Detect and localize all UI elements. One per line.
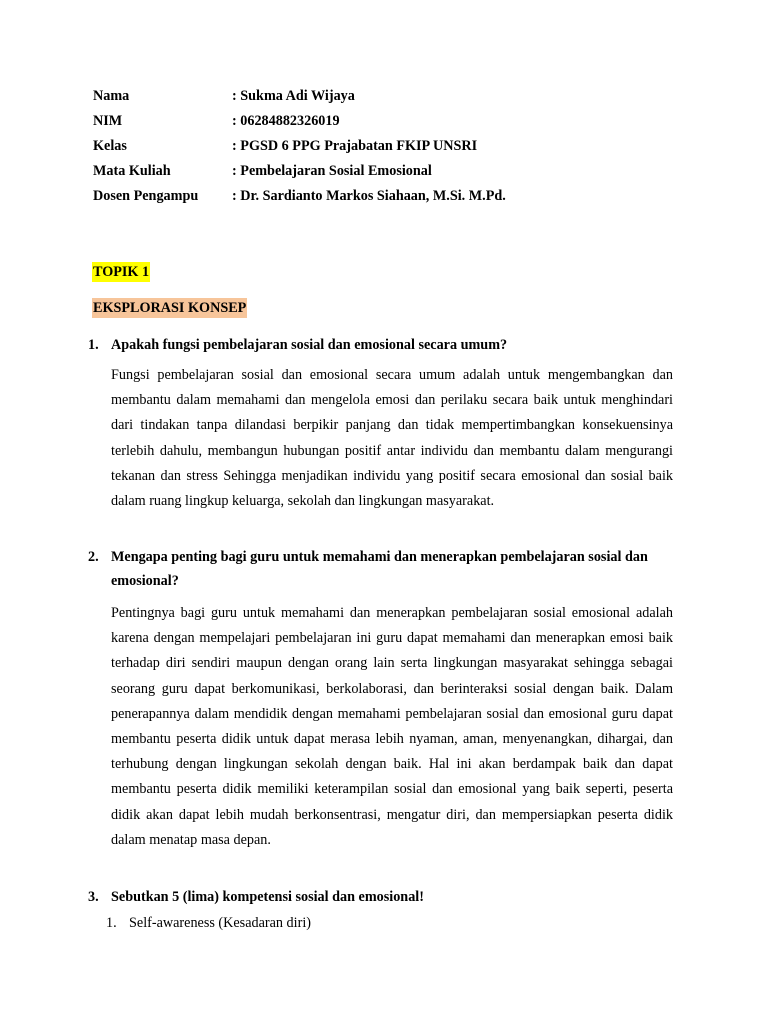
list-item-number: 1. <box>106 915 117 931</box>
identity-label: NIM <box>93 113 123 129</box>
identity-value: : Dr. Sardianto Markos Siahaan, M.Si. M.Pd. <box>232 188 506 204</box>
identity-label: Kelas <box>93 138 127 154</box>
question-2 <box>88 545 678 593</box>
answer-2: Pentingnya bagi guru untuk memahami dan menerapkan pembelajaran sosial emosional adalah karena dengan mempelajari pembelajaran ini guru dapat memahami dan menerapkan emosi baik terhadap diri sendiri maupun dengan orang lain serta lingkungan masyarakat sehingga sebagai seorang guru dapat berkomunikasi, berkolaborasi, dan berinteraksi sosial dengan baik. Dalam penerapannya dalam mendidik dengan memahami pembelajaran sosial dan emosional guru dapat membantu peserta didik untuk dapat merasa lebih nyaman, aman, menyenangkan, dihargai, dan terhubung dengan lingkungan sekolah dengan baik. Hal ini akan berdampak baik dan dapat membantu peserta didik memiliki keterampilan sosial dan emosional yang baik seperti, peserta didik akan dapat lebih mudah berkonsentrasi, mengatur diri, dan mempersiapkan peserta didik dalam menatap masa depan. <box>111 605 673 848</box>
identity-label: Nama <box>93 88 130 104</box>
identity-value: : 06284882326019 <box>232 113 340 129</box>
answer-1: Fungsi pembelajaran sosial dan emosional secara umum adalah untuk mengembangkan dan membantu dalam memahami dan mengelola emosi dan perilaku secara baik untuk menghindari dari tindakan tanpa dilandasi berpikir panjang dan tidak mempertimbangkan konsekuensinya terlebih dahulu, membangun hubungan positif antar individu dan membantu dalam mengurangi tekanan dan stress Sehingga menjadikan individu yang positif secara emosional dan sosial baik dalam ruang lingkup keluarga, sekolah dan lingkungan masyarakat. <box>111 367 673 510</box>
question-number: 2. <box>88 549 99 565</box>
question-1 <box>88 333 678 357</box>
identity-value: : Sukma Adi Wijaya <box>232 88 355 104</box>
topic-label: TOPIK 1 <box>93 264 150 280</box>
question-text: Mengapa penting bagi guru untuk memahami dan menerapkan pembelajaran sosial dan emosional? <box>111 549 648 589</box>
section-heading: EKSPLORASI KONSEP <box>93 300 247 316</box>
competency-list-item <box>106 912 311 934</box>
question-number: 1. <box>88 337 99 353</box>
question-text: Apakah fungsi pembelajaran sosial dan emosional secara umum? <box>111 337 508 353</box>
question-text: Sebutkan 5 (lima) kompetensi sosial dan emosional! <box>111 889 424 905</box>
question-number: 3. <box>88 889 99 905</box>
identity-value: : PGSD 6 PPG Prajabatan FKIP UNSRI <box>232 138 478 154</box>
list-item-text: Self-awareness (Kesadaran diri) <box>129 915 311 931</box>
identity-value: : Pembelajaran Sosial Emosional <box>232 163 432 179</box>
identity-label: Dosen Pengampu <box>93 188 199 204</box>
question-3 <box>88 885 678 909</box>
identity-label: Mata Kuliah <box>93 163 171 179</box>
